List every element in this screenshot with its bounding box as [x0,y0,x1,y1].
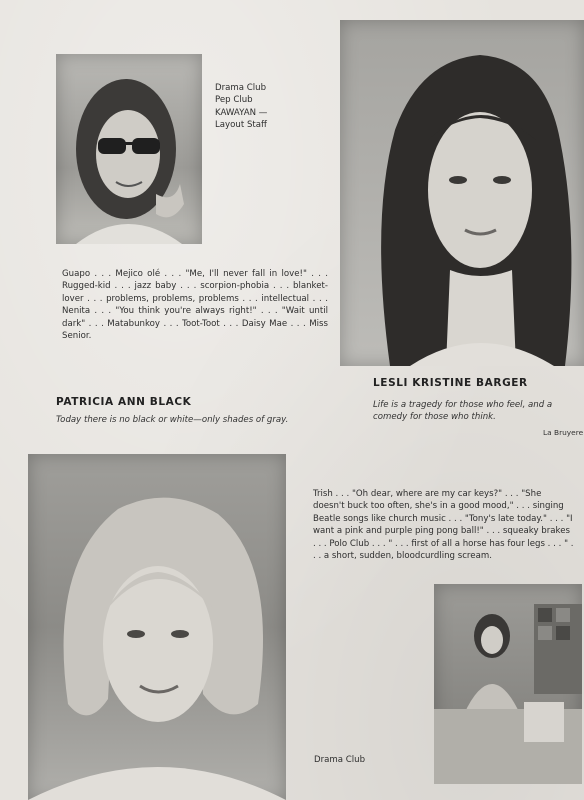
student-3-blurb: Trish . . . "Oh dear, where are my car keys?" . . . "She doesn't buck too often, she's in a good mood," . . . singing Beatle songs like church music . . . "Tony's late today." . . . "I want a pink and purple ping pong ball!" . . . squeaky brakes . . . Polo Club . . . " . . . first of all a horse has four legs . . . " . . . a short, sudden, bloodcurdling scream. [313,489,574,562]
candid-classroom-photo [434,584,582,784]
student-1-blurb: Guapo . . . Mejico olé . . . "Me, I'll never fall in love!" . . . Rugged-kid . . . jazz baby . . . scorpion-phobia . . . blanket-lover . . . problems, problems, problems . . . intellectual . . . Nenita . . . "You think you're always right!" . . . "Wait until dark" . . . Matabunkoy . . . Toot-Toot . . . Daisy Mae . . . Miss Senior. [62,269,328,342]
student-2-quote: Life is a tragedy for those who feel, and a comedy for those who think. [373,400,553,422]
patricia-portrait-photo [28,454,286,800]
student-3-activities: Drama Club [314,755,366,765]
student-2-quote-author: La Bruyere [543,428,584,437]
sunglasses-portrait-photo [56,54,202,244]
student-2-name: LESLI KRISTINE BARGER [373,377,528,389]
student-1-activities: Drama Club Pep Club KAWAYAN — Layout Staff [215,83,268,131]
student-3-name: PATRICIA ANN BLACK [56,396,192,408]
lesli-portrait-photo [340,20,584,366]
student-3-quote: Today there is no black or white—only shades of gray. [56,415,289,425]
